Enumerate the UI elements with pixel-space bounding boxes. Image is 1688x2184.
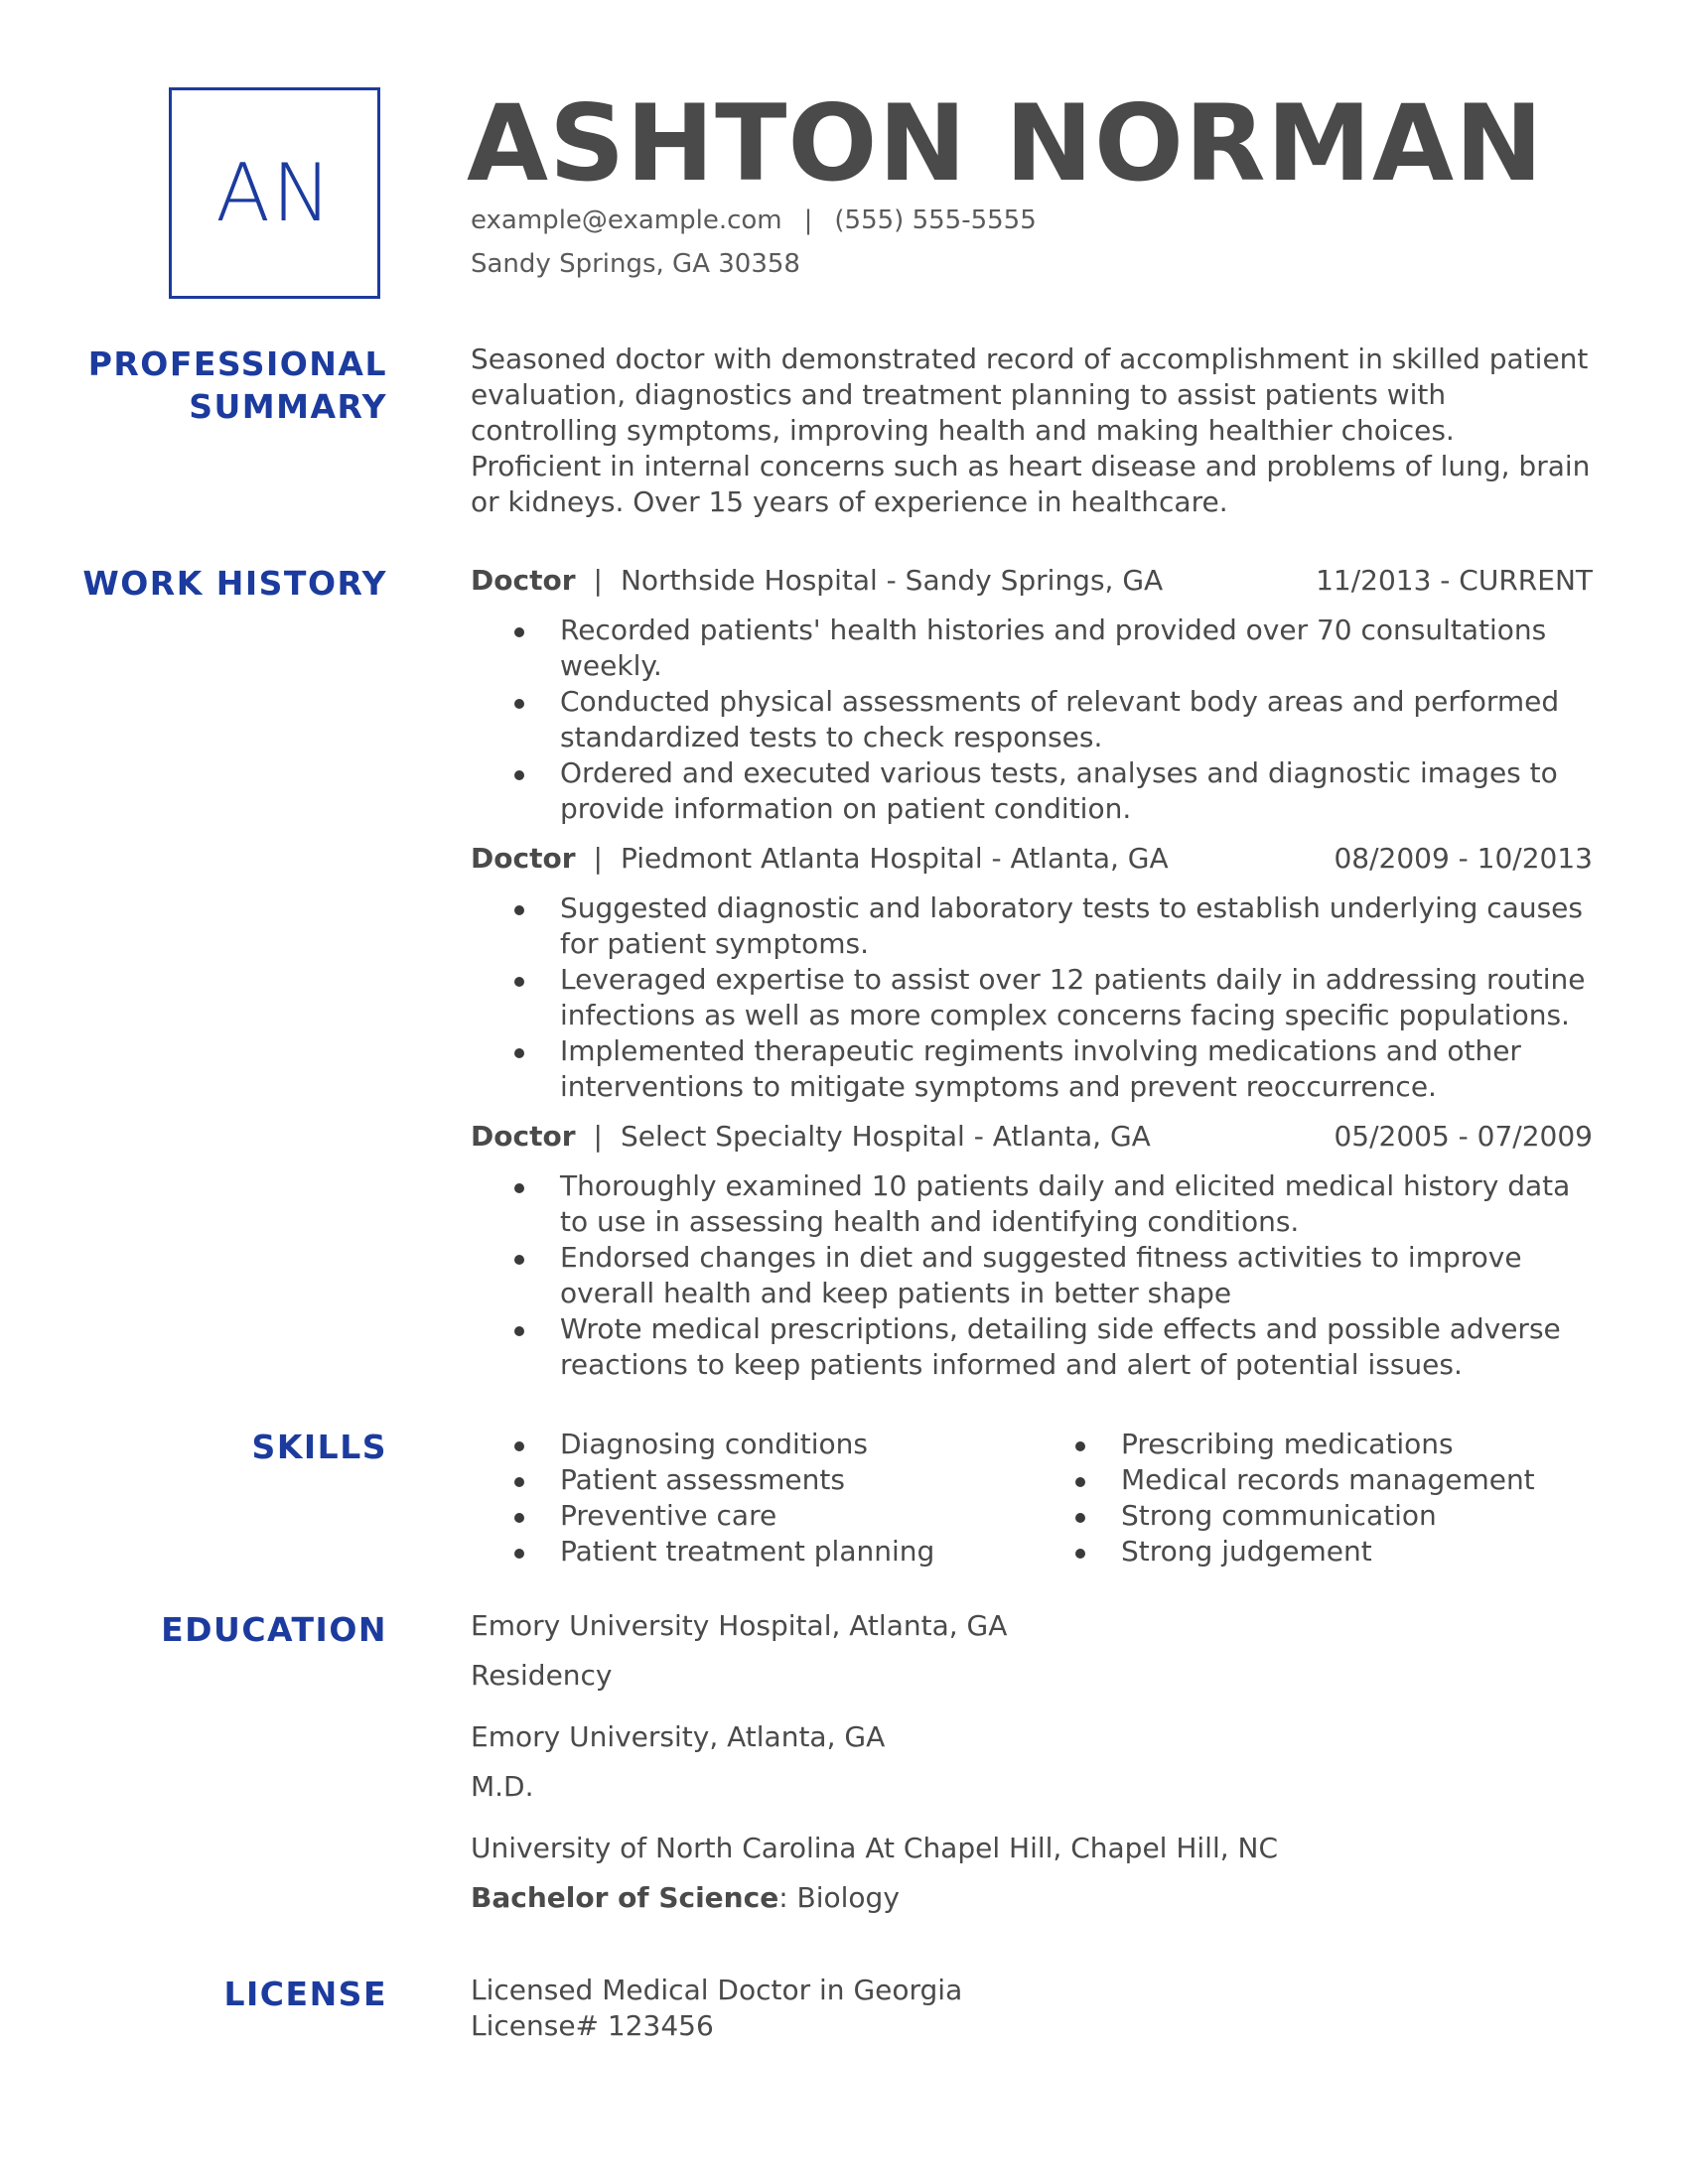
phone: (555) 555-5555 xyxy=(834,205,1037,235)
job-bullet: Implemented therapeutic regiments involving medications and other interventions to mitigate symptoms and prevent reoccurrence. xyxy=(560,1033,1593,1105)
skill-item: Diagnosing conditions xyxy=(560,1427,1032,1462)
job-dates: 08/2009 - 10/2013 xyxy=(1334,842,1593,875)
skill-item: Patient treatment planning xyxy=(560,1534,1032,1570)
email: example@example.com xyxy=(471,205,782,235)
skill-item: Strong communication xyxy=(1121,1498,1593,1534)
license-heading: LICENSE xyxy=(223,1975,387,2013)
skills-heading: SKILLS xyxy=(251,1428,387,1466)
job-entry xyxy=(471,1119,1593,1383)
skill-item: Patient assessments xyxy=(560,1462,1032,1498)
skills-grid xyxy=(471,1427,1593,1570)
education-degree-field: : Biology xyxy=(778,1881,900,1914)
contact-separator: | xyxy=(803,205,813,235)
job-employer: Piedmont Atlanta Hospital - Atlanta, GA xyxy=(620,842,1169,875)
work-history-heading: WORK HISTORY xyxy=(82,564,387,603)
job-bullet: Conducted physical assessments of relevant body areas and performed standardized tests to check responses. xyxy=(560,684,1593,755)
summary-heading-line1: PROFESSIONAL xyxy=(87,344,387,383)
job-separator: | xyxy=(593,564,603,597)
job-separator: | xyxy=(593,842,603,875)
education-school: Emory University, Atlanta, GA xyxy=(471,1720,886,1753)
skill-item: Prescribing medications xyxy=(1121,1427,1593,1462)
license-number: License# 123456 xyxy=(471,2009,714,2042)
summary-section xyxy=(471,341,1593,520)
job-title: Doctor xyxy=(471,842,576,875)
job-bullets xyxy=(471,1168,1593,1383)
job-separator: | xyxy=(593,1120,603,1153)
job-dates: 05/2005 - 07/2009 xyxy=(1334,1120,1593,1153)
summary-text: Seasoned doctor with demonstrated record of accomplishment in skilled patient evaluation, diagnostics and treatment planning to assist patients with controlling symptoms, improving health and making healthier choices. Proficient in internal concerns such as heart disease and problems of lung, brain or kidneys. Over 15 years of experience in healthcare. xyxy=(471,342,1591,518)
education-section xyxy=(471,1608,1593,1916)
education-degree-name: Bachelor of Science xyxy=(471,1881,779,1914)
education-school: Emory University Hospital, Atlanta, GA xyxy=(471,1609,1008,1642)
job-header xyxy=(471,1119,1593,1155)
job-bullet: Leveraged expertise to assist over 12 patients daily in addressing routine infections as well as more complex concerns facing specific populations. xyxy=(560,962,1593,1033)
candidate-name: ASHTON NORMAN xyxy=(467,82,1544,205)
skill-item: Medical records management xyxy=(1121,1462,1593,1498)
monogram-box xyxy=(169,87,380,299)
job-header xyxy=(471,563,1593,599)
work-history-section xyxy=(471,563,1593,1397)
address: Sandy Springs, GA 30358 xyxy=(471,249,800,279)
summary-heading-line2: SUMMARY xyxy=(189,387,387,426)
job-bullets xyxy=(471,890,1593,1105)
job-employer: Select Specialty Hospital - Atlanta, GA xyxy=(620,1120,1151,1153)
license-section xyxy=(471,1973,1593,2044)
education-degree: M.D. xyxy=(471,1770,534,1803)
job-bullets xyxy=(471,613,1593,827)
contact-info xyxy=(471,199,1037,286)
job-bullet: Ordered and executed various tests, analyses and diagnostic images to provide information on patient condition. xyxy=(560,755,1593,827)
skill-item: Strong judgement xyxy=(1121,1534,1593,1570)
job-bullet: Thoroughly examined 10 patients daily and elicited medical history data to use in assessing health and identifying conditions. xyxy=(560,1168,1593,1240)
job-title: Doctor xyxy=(471,1120,576,1153)
summary-heading xyxy=(88,342,387,428)
education-degree xyxy=(471,1880,1593,1916)
license-name: Licensed Medical Doctor in Georgia xyxy=(471,1974,963,2006)
education-heading: EDUCATION xyxy=(161,1610,387,1649)
job-header xyxy=(471,841,1593,877)
job-bullet: Recorded patients' health histories and provided over 70 consultations weekly. xyxy=(560,613,1593,684)
job-title: Doctor xyxy=(471,564,576,597)
monogram-initials: AN xyxy=(215,146,334,239)
job-bullet: Endorsed changes in diet and suggested fitness activities to improve overall health and keep patients in better shape xyxy=(560,1240,1593,1311)
skills-section xyxy=(471,1427,1593,1570)
skill-item: Preventive care xyxy=(560,1498,1032,1534)
job-entry xyxy=(471,563,1593,827)
skills-list-left xyxy=(471,1427,1032,1570)
education-school: University of North Carolina At Chapel Hill, Chapel Hill, NC xyxy=(471,1832,1279,1864)
job-bullet: Wrote medical prescriptions, detailing side effects and possible adverse reactions to keep patients informed and alert of potential issues. xyxy=(560,1311,1593,1383)
job-dates: 11/2013 - CURRENT xyxy=(1316,564,1593,597)
job-entry xyxy=(471,841,1593,1105)
job-employer: Northside Hospital - Sandy Springs, GA xyxy=(620,564,1164,597)
job-bullet: Suggested diagnostic and laboratory tests to establish underlying causes for patient symptoms. xyxy=(560,890,1593,962)
education-degree: Residency xyxy=(471,1659,613,1692)
skills-list-right xyxy=(1032,1427,1593,1570)
